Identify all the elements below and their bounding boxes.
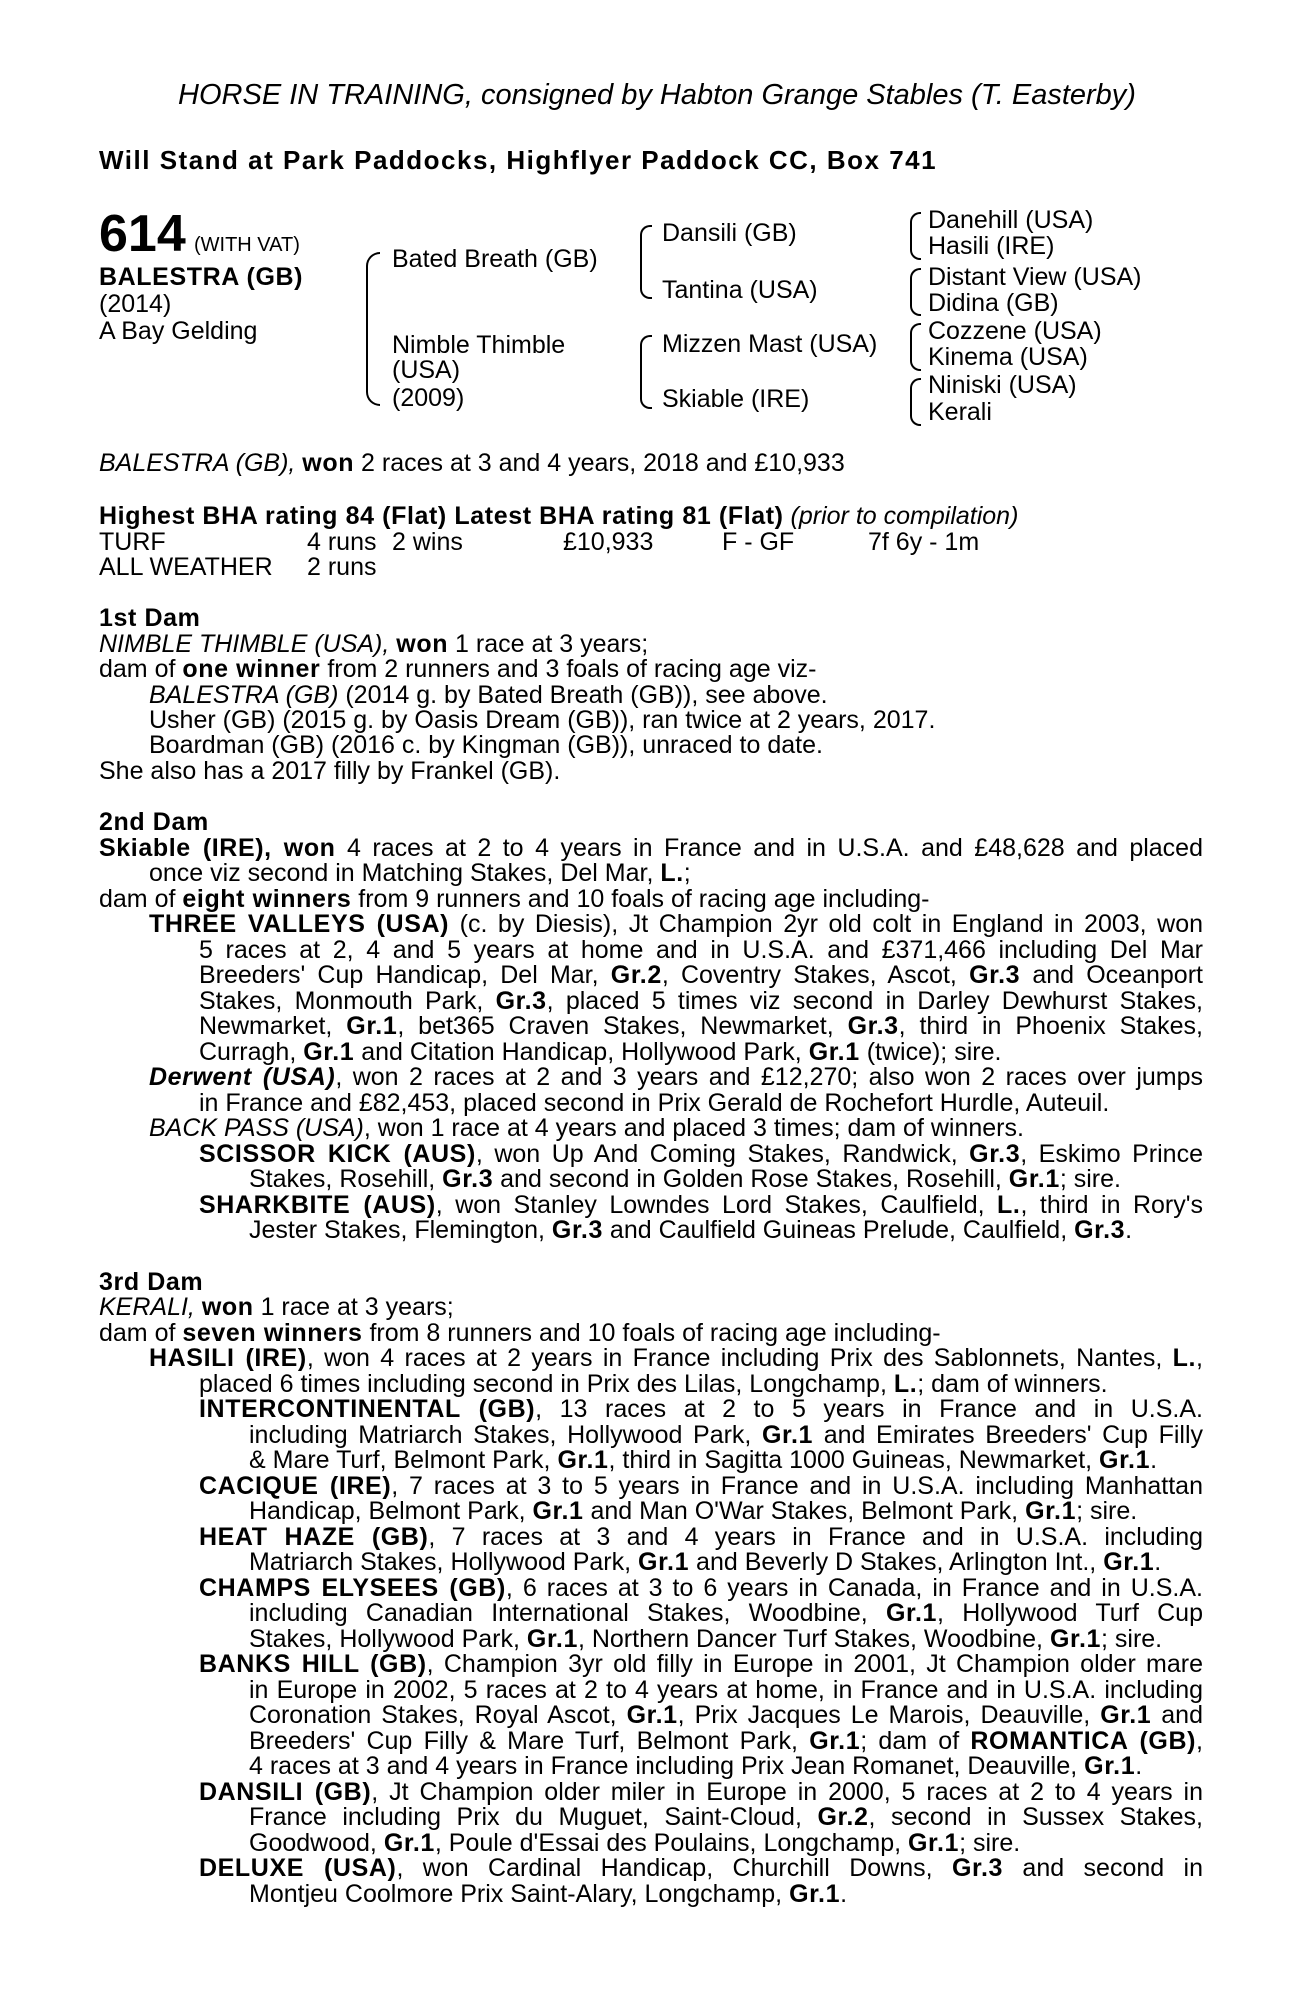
list-item: INTERCONTINENTAL (GB), 13 races at 2 to 5 years in France and in U.S.A. (199, 1397, 1203, 1422)
list-item: HEAT HAZE (GB), 7 races at 3 and 4 years in France and in U.S.A. including (199, 1525, 1203, 1550)
sire-sire-dam: Hasili (IRE) (928, 232, 1055, 260)
dam-sire: Mizzen Mast (USA) (662, 330, 878, 358)
brace (366, 252, 380, 406)
list-item: HASILI (IRE), won 4 races at 2 years in France including Prix des Sablonnets, Nantes, L., (149, 1346, 1203, 1371)
section-heading: 2nd Dam (99, 808, 209, 836)
list-item: Derwent (USA), won 2 races at 2 and 3 years and £12,270; also won 2 races over jumps (149, 1065, 1203, 1090)
list-item: SHARKBITE (AUS), won Stanley Lowndes Lord Stakes, Caulfield, L., third in Rory's (199, 1193, 1203, 1218)
brace (910, 323, 921, 371)
sire-dam: Tantina (USA) (662, 276, 818, 304)
race-summary: BALESTRA (GB), won 2 races at 3 and 4 years, 2018 and £10,933 (99, 449, 845, 477)
dam-dam-sire: Niniski (USA) (928, 371, 1077, 399)
list-item: BACK PASS (USA), won 1 race at 4 years and placed 3 times; dam of winners. (149, 1114, 1024, 1142)
sire: Bated Breath (GB) (392, 245, 598, 273)
dam-sire-sire: Cozzene (USA) (928, 317, 1102, 345)
brace (910, 268, 921, 316)
horse-name: BALESTRA (GB) (99, 263, 304, 291)
location-line: Will Stand at Park Paddocks, Highflyer Paddock CC, Box 741 (99, 145, 938, 175)
list-item: THREE VALLEYS (USA) (c. by Diesis), Jt Champion 2yr old colt in England in 2003, won (149, 912, 1203, 937)
list-item: DELUXE (USA), won Cardinal Handicap, Churchill Downs, Gr.3 and second in (199, 1856, 1203, 1881)
list-item: BANKS HILL (GB), Champion 3yr old filly in Europe in 2001, Jt Champion older mare (199, 1652, 1203, 1677)
sire-dam-sire: Distant View (USA) (928, 263, 1142, 291)
dam-line-1: Nimble Thimble (392, 331, 566, 359)
sire-dam-dam: Didina (GB) (928, 289, 1059, 317)
list-item: CHAMPS ELYSEES (GB), 6 races at 3 to 6 years in Canada, in France and in U.S.A. (199, 1576, 1203, 1601)
section-heading: 1st Dam (99, 604, 201, 632)
page-title: HORSE IN TRAINING, consigned by Habton Grange Stables (T. Easterby) (178, 79, 1136, 111)
dam-line-2: (USA) (392, 356, 461, 384)
section-heading: 3rd Dam (99, 1268, 204, 1296)
brace (640, 335, 652, 409)
bha-rating: Highest BHA rating 84 (Flat) Latest BHA rating 81 (Flat) (prior to compilation) (99, 502, 1019, 530)
list-item: CACIQUE (IRE), 7 races at 3 to 5 years in France and in U.S.A. including Manhattan (199, 1474, 1203, 1499)
brace (640, 225, 652, 299)
dam-dam-dam: Kerali (928, 398, 992, 426)
lot-number: 614 (99, 205, 186, 263)
dam-sire-dam: Kinema (USA) (928, 343, 1088, 371)
vat-label: (WITH VAT) (194, 234, 300, 256)
brace (910, 212, 921, 260)
dam-line-3: (2009) (392, 384, 465, 412)
list-item: DANSILI (GB), Jt Champion older miler in Europe in 2000, 5 races at 2 to 4 years in (199, 1780, 1203, 1805)
horse-year: (2014) (99, 290, 172, 318)
list-item: SCISSOR KICK (AUS), won Up And Coming Stakes, Randwick, Gr.3, Eskimo Prince (199, 1142, 1203, 1167)
sire-sire-sire: Danehill (USA) (928, 206, 1094, 234)
sire-sire: Dansili (GB) (662, 219, 797, 247)
horse-desc: A Bay Gelding (99, 317, 258, 345)
brace (910, 378, 921, 426)
dam-dam: Skiable (IRE) (662, 385, 810, 413)
